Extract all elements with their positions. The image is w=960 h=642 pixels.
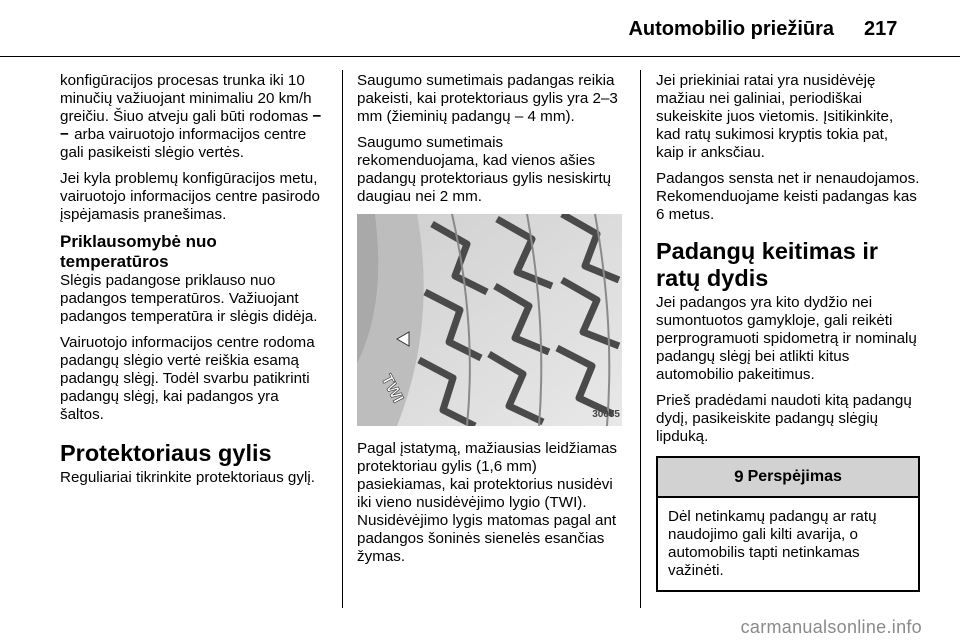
header-rule — [0, 56, 960, 57]
paragraph-tread-check: Reguliariai tikrinkite protektoriaus gylį. — [60, 469, 315, 486]
warning-box — [656, 456, 920, 592]
paragraph-config-text-b: arba vairuotojo informacijos centre gali pasikeisti slėgio vertės. — [60, 126, 307, 161]
watermark-text: carmanualsonline.info — [740, 617, 922, 637]
tire-tread-drawing — [357, 214, 622, 426]
paragraph-replace-tires: Saugumo sumetimais padangas reikia pakeisti, kai protektoriaus gylis yra 2–3 mm (žieminių padangų – 4 mm). — [357, 72, 618, 125]
heading-tread-depth: Protektoriaus gylis — [60, 440, 272, 466]
paragraph-config-text-a: konfigūracijos procesas trunka iki 10 minučių važiuojant minimaliu 20 km/h greičiu. Šiuo atveju gali būti rodomas — [60, 72, 312, 125]
column-divider-2 — [640, 70, 641, 608]
figure-code: 30055 — [592, 409, 620, 420]
warning-text: Dėl netinkamų padangų ar ratų naudojimo gali kilti avarija, o automobilis tapti netinkamas važinėti. — [668, 508, 877, 579]
page-number: 217 — [864, 18, 898, 40]
paragraph-pressure-label: Prieš pradėdami naudoti kitą padangų dydį, pasikeiskite padangų slėgių lipduką. — [656, 392, 912, 445]
paragraph-pressure-value: Vairuotojo informacijos centre rodoma padangų slėgio vertė reiškia esamą padangų slėgį. Todėl svarbu patikrinti padangų slėgį, kai padangos yra šaltos. — [60, 334, 315, 423]
dash-symbol: − − — [60, 108, 323, 143]
paragraph-axle-difference: Saugumo sumetimais rekomenduojama, kad vienos ašies padangų protektoriaus gylis nesiskirtų daugiau nei 2 mm. — [357, 134, 612, 205]
paragraph-temperature: Slėgis padangose priklauso nuo padangos temperatūros. Važiuojant padangos temperatūra ir slėgis didėja. — [60, 272, 318, 325]
paragraph-config-problem: Jei kyla problemų konfigūracijos metu, vairuotojo informacijos centre pasirodo įspėjamasis pranešimas. — [60, 170, 321, 223]
warning-icon: 9 — [734, 467, 744, 486]
column-divider-1 — [342, 70, 343, 608]
paragraph-tire-aging: Padangos sensta net ir nenaudojamos. Rekomenduojame keisti padangas kas 6 metus. — [656, 170, 920, 223]
header-title: Automobilio priežiūra — [628, 18, 834, 40]
watermark — [0, 617, 960, 638]
column-1 — [60, 72, 325, 495]
column-2 — [357, 72, 625, 574]
column-3 — [656, 72, 920, 592]
paragraph-different-size: Jei padangos yra kito dydžio nei sumontuotos gamykloje, gali reikėti perprogramuoti spidometrą ir nominalų padangų slėgį bei atlikti kitus automobilio pakeitimus. — [656, 294, 917, 383]
paragraph-config — [60, 72, 325, 162]
heading-temperature: Priklausomybė nuo temperatūros — [60, 232, 217, 271]
twi-mark-label: TWI — [377, 371, 407, 406]
warning-title: Perspėjimas — [747, 468, 842, 485]
tire-tread-illustration — [357, 214, 622, 426]
paragraph-rotate-wheels: Jei priekiniai ratai yra nusidėvėję mažiau nei galiniai, periodiškai sukeiskite juos vietomis. Įsitikinkite, kad ratų sukimosi kryptis tokia pat, kaip ir anksčiau. — [656, 72, 894, 161]
heading-tire-change: Padangų keitimas ir ratų dydis — [656, 238, 879, 291]
paragraph-legal-minimum: Pagal įstatymą, mažiausias leidžiamas protektoriau gylis (1,6 mm) pasiekiamas, kai protektorius nusidėvi iki vieno nusidėvėjimo lygio (TWI). Nusidėvėjimo lygis matomas pagal ant padangos šoninės sienelės esančias žymas. — [357, 440, 617, 565]
warning-header — [658, 458, 918, 498]
